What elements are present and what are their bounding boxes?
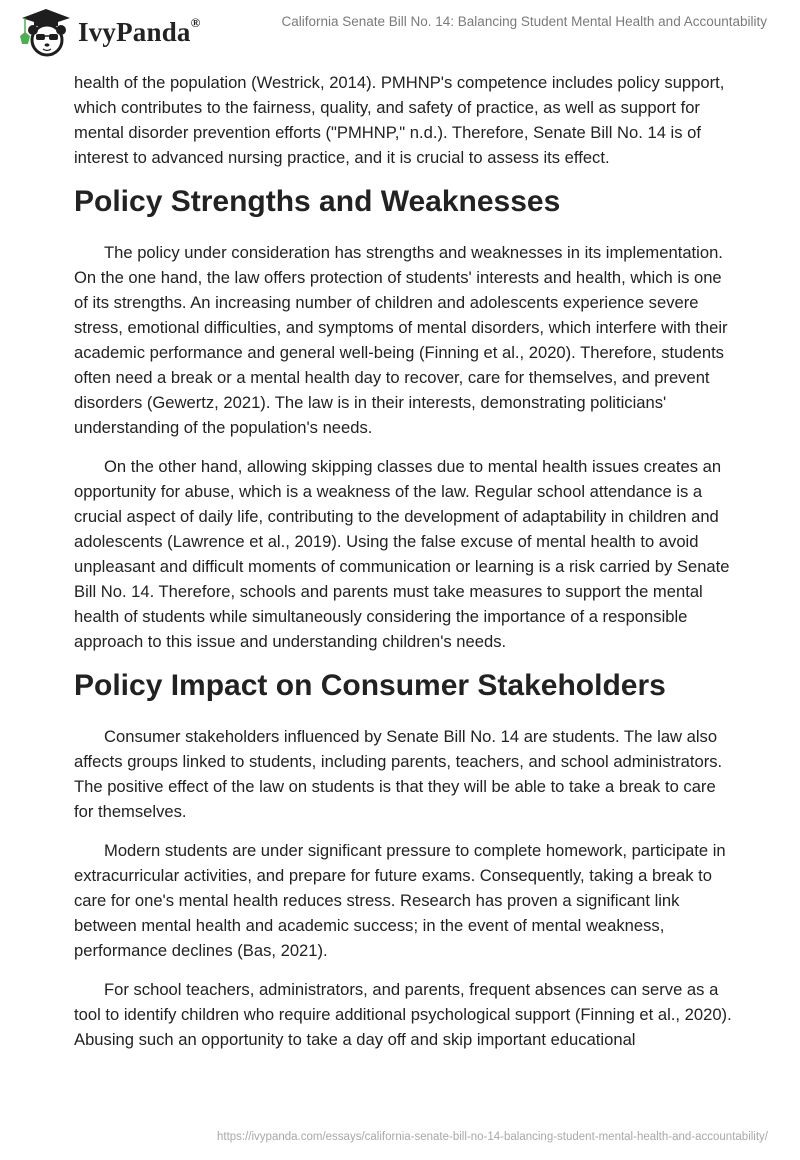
paragraph: The policy under consideration has strengths and weaknesses in its implementation. On the one hand, the law offers protection of students' interests and health, which is one of its strengths. An increasing number of children and adolescents experience severe stress, emotional difficulties, and symptoms of mental disorders, which interfere with their academic performance and general well-being (Finning et al., 2020). Therefore, students often need a break or a mental health day to recover, care for themselves, and prevent disorders (Gewertz, 2021). The law is in their interests, demonstrating politicians' understanding of the population's needs. [74,243,728,437]
paragraph: On the other hand, allowing skipping classes due to mental health issues creates an opportunity for abuse, which is a weakness of the law. Regular school attendance is a crucial aspect of daily life, contributing to the development of adaptability in children and adolescents (Lawrence et al., 2019). Using the false excuse of mental health to avoid unpleasant and difficult moments of communication or learning is a risk carried by Senate Bill No. 14. Therefore, schools and parents must take measures to support the mental health of students while simultaneously considering the importance of a responsible approach to this issue and understanding children's needs. [74,457,730,651]
intro-paragraph: health of the population (Westrick, 2014). PMHNP's competence includes policy support, which contributes to the fairness, quality, and safety of practice, as well as support for mental disorder prevention efforts ("PMHNP," n.d.). Therefore, Senate Bill No. 14 is of interest to advanced nursing practice, and it is crucial to assess its effect. [74,73,725,167]
ivypanda-logo[interactable] [16,6,201,58]
document-title: California Senate Bill No. 14: Balancing Student Mental Health and Accountability [281,14,767,29]
section-heading-strengths-weaknesses: Policy Strengths and Weaknesses [74,185,561,218]
brand-name: IvyPanda® [78,14,201,47]
paragraph: For school teachers, administrators, and parents, frequent absences can serve as a tool to identify children who require additional psychological support (Finning et al., 2020). Abusing such an opportunity to take a day off and skip important educational [74,980,732,1049]
section-heading-consumer-stakeholders: Policy Impact on Consumer Stakeholders [74,669,666,702]
page-header [0,0,800,60]
essay-body [74,70,734,1066]
paragraph: Consumer stakeholders influenced by Senate Bill No. 14 are students. The law also affects groups linked to students, including parents, teachers, and school administrators. The positive effect of the law on students is that they will be able to take a break to care for themselves. [74,727,723,821]
panda-graduate-icon [16,6,72,58]
footer-source-url[interactable]: https://ivypanda.com/essays/california-senate-bill-no-14-balancing-student-mental-health-and-accountability/ [216,1131,768,1143]
paragraph: Modern students are under significant pressure to complete homework, participate in extracurricular activities, and prepare for future exams. Consequently, taking a break to care for one's mental health reduces stress. Research has proven a significant link between mental health and academic success; in the event of mental weakness, performance declines (Bas, 2021). [74,841,726,960]
